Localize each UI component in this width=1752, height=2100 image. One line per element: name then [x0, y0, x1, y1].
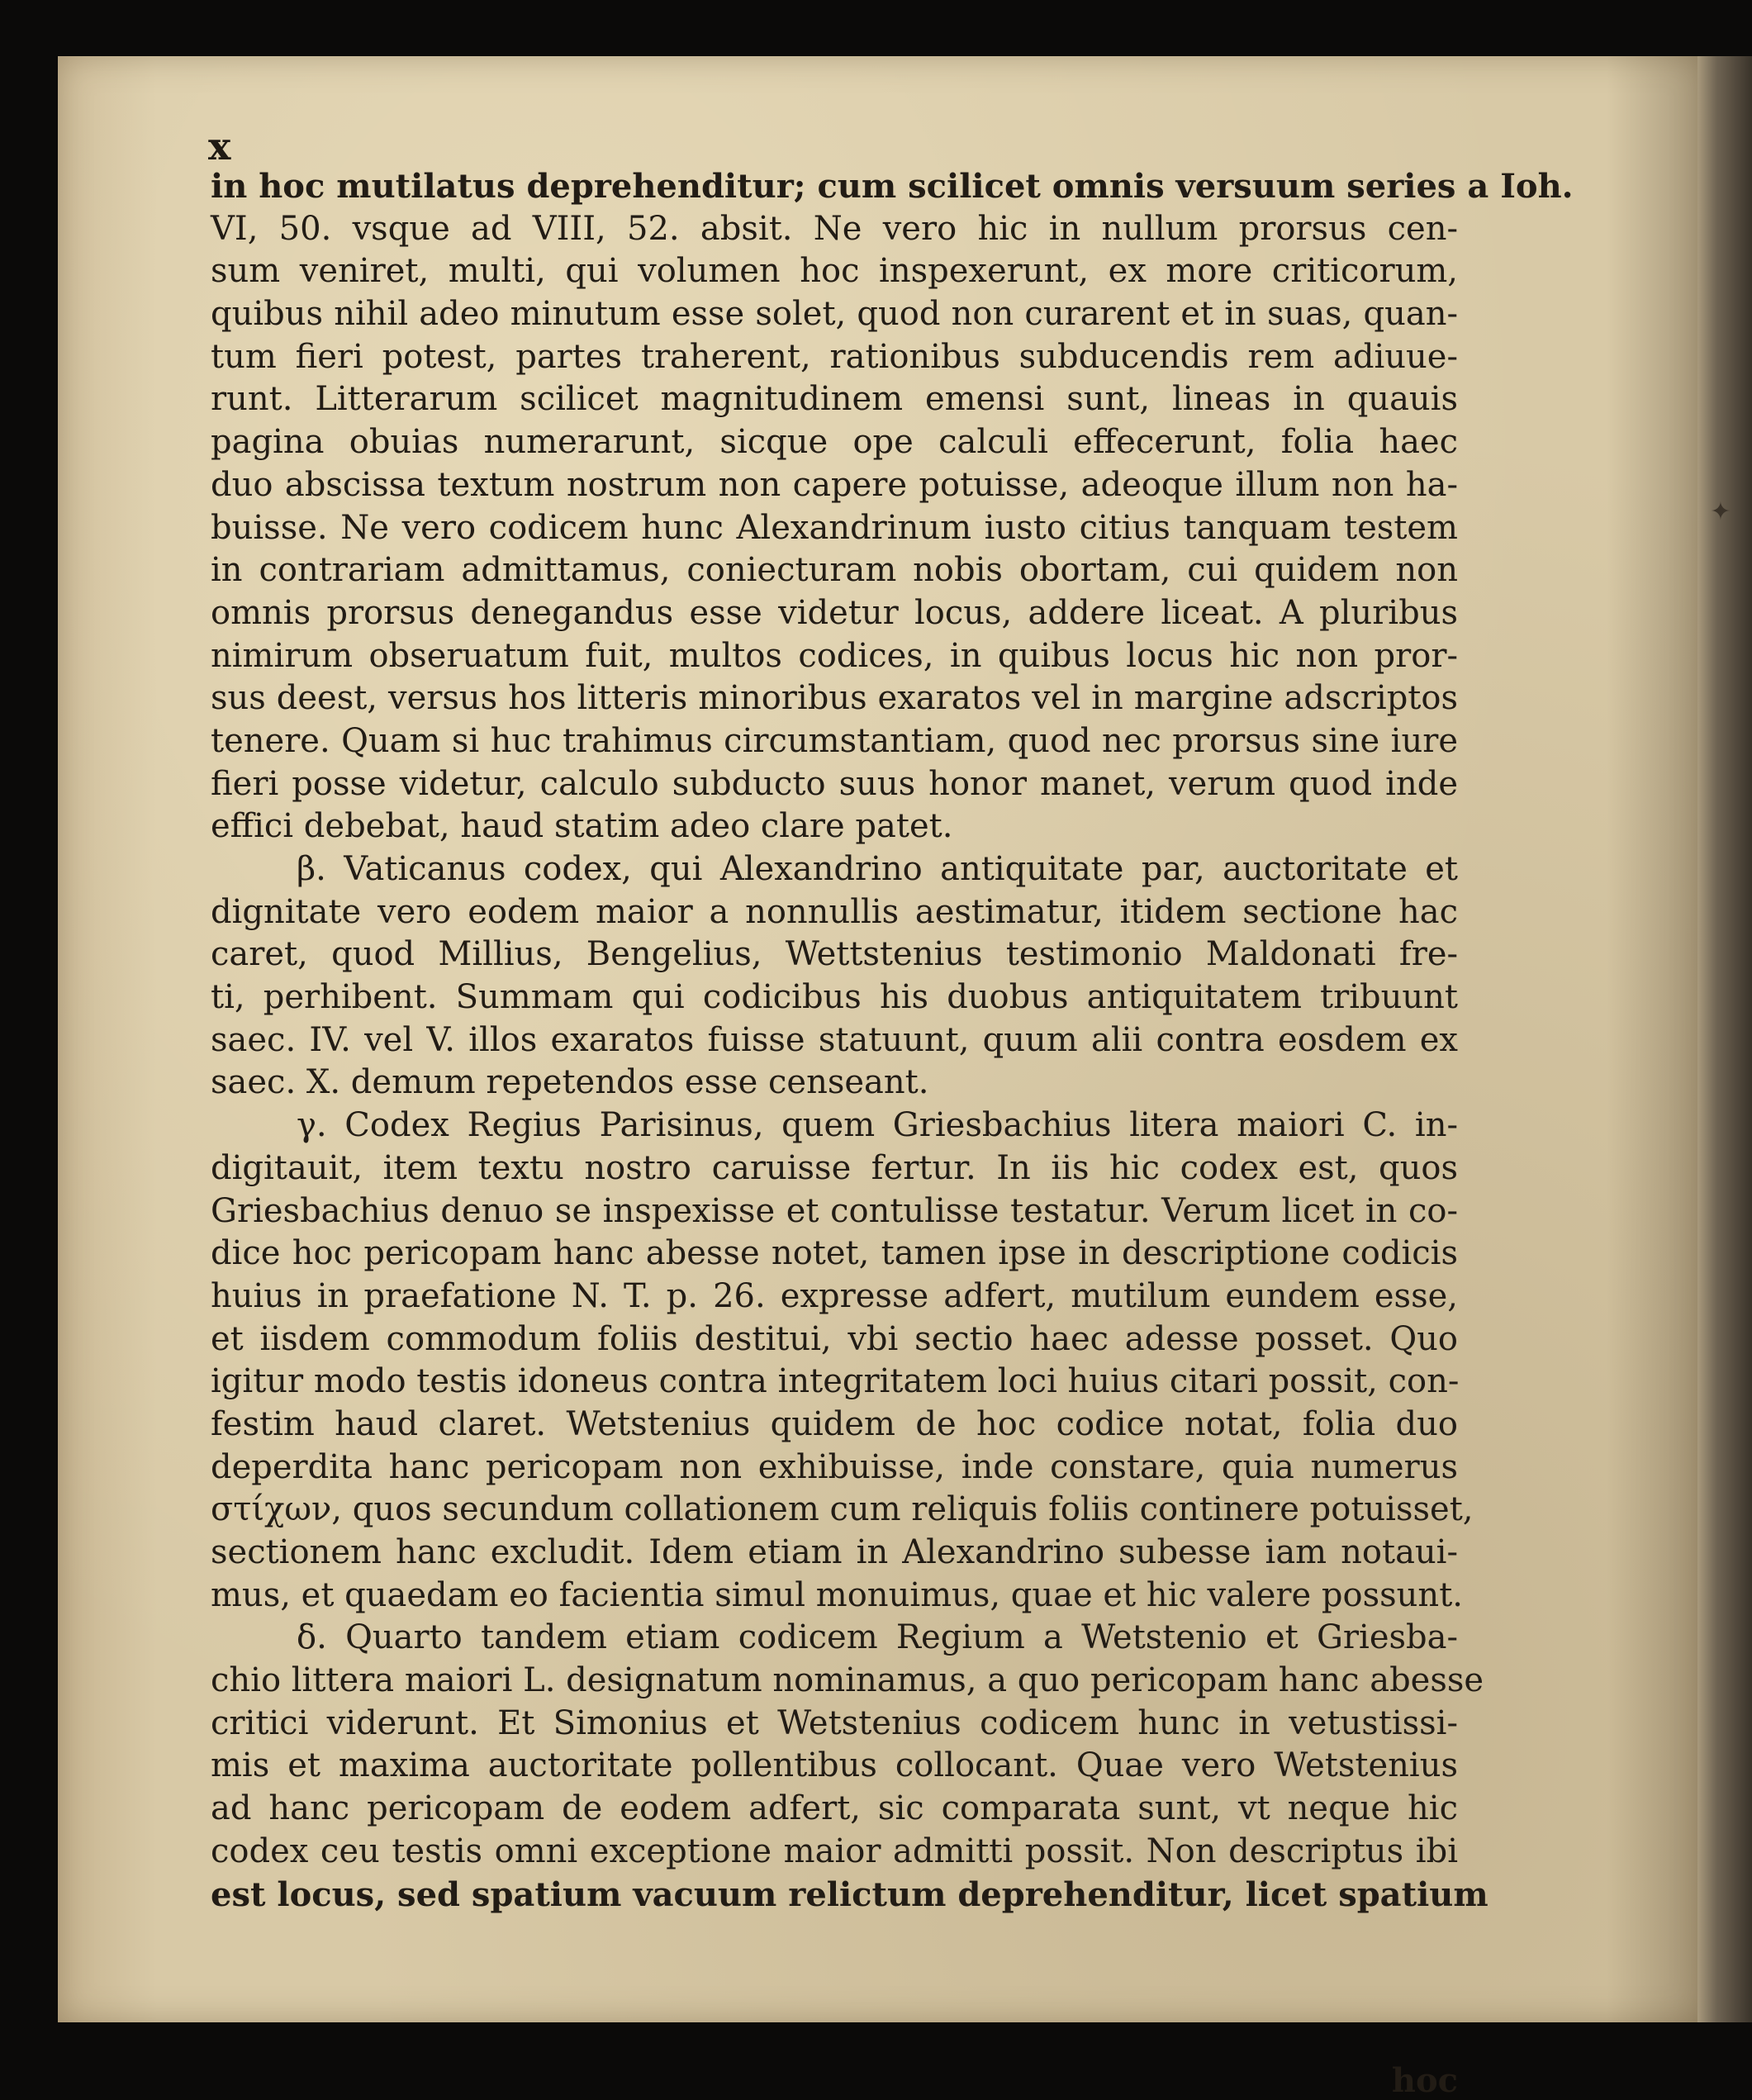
text-line: tum fieri potest, partes traherent, rationibus subducendis rem adiuue-	[211, 337, 1458, 376]
text-line: dice hoc pericopam hanc abesse notet, tamen ipse in descriptione codicis	[211, 1234, 1458, 1273]
text-line: festim haud claret. Wetstenius quidem de hoc codice notat, folia duo	[211, 1404, 1458, 1443]
text-line: effici debebat, haud statim adeo clare patet.	[211, 807, 953, 846]
text-line: tenere. Quam si huc trahimus circumstantiam, quod nec prorsus sine iure	[211, 721, 1458, 760]
text-line: in hoc mutilatus deprehenditur; cum scilicet omnis versuum series a Ioh.	[211, 167, 1574, 206]
text-line: β. Vaticanus codex, qui Alexandrino antiquitate par, auctoritate et	[297, 850, 1458, 888]
text-line: igitur modo testis idoneus contra integritatem loci huius citari possit, con-	[211, 1362, 1460, 1401]
text-line: est locus, sed spatium vacuum relictum deprehenditur, licet spatium	[211, 1874, 1488, 1914]
text-line: critici viderunt. Et Simonius et Wetstenius codicem hunc in vetustissi-	[211, 1703, 1458, 1742]
text-line: στίχων, quos secundum collationem cum reliquis foliis continere potuisset,	[211, 1490, 1474, 1529]
text-line: quibus nihil adeo minutum esse solet, quod non curarent et in suas, quan-	[211, 295, 1458, 334]
text-line: codex ceu testis omni exceptione maior admitti possit. Non descriptus ibi	[211, 1832, 1458, 1870]
page-number: x	[208, 124, 231, 169]
text-line: sum veniret, multi, qui volumen hoc inspexerunt, ex more criticorum,	[211, 252, 1458, 291]
text-line: ti, perhibent. Summam qui codicibus his duobus antiquitatem tribuunt	[211, 978, 1458, 1017]
text-line: Griesbachius denuo se inspexisse et contulisse testatur. Verum licet in co-	[211, 1191, 1458, 1230]
text-line: sectionem hanc excludit. Idem etiam in Alexandrino subesse iam notaui-	[211, 1533, 1458, 1571]
text-line: pagina obuias numerarunt, sicque ope calculi effecerunt, folia haec	[211, 423, 1458, 462]
text-line: mus, et quaedam eo facientia simul monuimus, quae et hic valere possunt.	[211, 1575, 1463, 1614]
text-line: huius in praefatione N. T. p. 26. expresse adfert, mutilum eundem esse,	[211, 1276, 1458, 1315]
text-line: ad hanc pericopam de eodem adfert, sic comparata sunt, vt neque hic	[211, 1789, 1458, 1828]
text-line: buisse. Ne vero codicem hunc Alexandrinum iusto citius tanquam testem	[211, 508, 1458, 547]
text-line: sus deest, versus hos litteris minoribus exaratos vel in margine adscriptos	[211, 679, 1458, 718]
text-line: δ. Quarto tandem etiam codicem Regium a Wetstenio et Griesba-	[297, 1618, 1458, 1657]
text-line: fieri posse videtur, calculo subducto suus honor manet, verum quod inde	[211, 764, 1458, 803]
text-line: saec. X. demum repetendos esse censeant.	[211, 1063, 929, 1102]
text-line: deperdita hanc pericopam non exhibuisse, inde constare, quia numerus	[211, 1447, 1458, 1486]
text-line: in contrariam admittamus, coniecturam nobis obortam, cui quidem non	[211, 551, 1458, 590]
text-line: runt. Litterarum scilicet magnitudinem emensi sunt, lineas in quauis	[211, 380, 1458, 419]
text-line: chio littera maiori L. designatum nominamus, a quo pericopam hanc abesse	[211, 1661, 1484, 1700]
text-line: mis et maxima auctoritate pollentibus collocant. Quae vero Wetstenius	[211, 1746, 1458, 1785]
text-block	[211, 165, 1574, 2100]
text-line: saec. IV. vel V. illos exaratos fuisse statuunt, quum alii contra eosdem ex	[211, 1020, 1458, 1059]
text-line: caret, quod Millius, Bengelius, Wettstenius testimonio Maldonati fre-	[211, 935, 1458, 974]
text-line: omnis prorsus denegandus esse videtur locus, addere liceat. A pluribus	[211, 593, 1458, 632]
text-line: nimirum obseruatum fuit, multos codices, in quibus locus hic non pror-	[211, 636, 1458, 675]
text-line: duo abscissa textum nostrum non capere potuisse, adeoque illum non ha-	[211, 465, 1458, 504]
page-gutter	[1697, 56, 1752, 2022]
text-line: VI, 50. vsque ad VIII, 52. absit. Ne vero hic in nullum prorsus cen-	[211, 209, 1458, 248]
text-line: et iisdem commodum foliis destitui, vbi sectio haec adesse posset. Quo	[211, 1319, 1458, 1358]
text-line: dignitate vero eodem maior a nonnullis aestimatur, itidem sectione hac	[211, 892, 1458, 931]
text-line: γ. Codex Regius Parisinus, quem Griesbachius litera maiori C. in-	[297, 1106, 1458, 1145]
text-line: digitauit, item textu nostro caruisse fertur. In iis hic codex est, quos	[211, 1148, 1458, 1187]
page-edge-mark: ✦	[1710, 497, 1731, 526]
catchword: hoc	[1391, 2061, 1458, 2100]
